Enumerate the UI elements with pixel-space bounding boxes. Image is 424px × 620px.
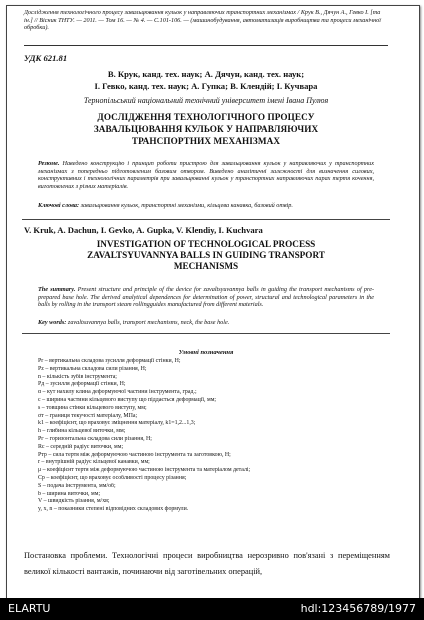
- notation-item: σт – границя текучості матеріалу, МПа;: [38, 412, 138, 419]
- keywords-en-label: Key words:: [38, 319, 67, 326]
- abstract-ua-text: Наведено конструкцію і принцип роботи пристрою для завальцювання кульок у направляючих у транспортних механізмах з попередньо підготовленим базовим отвором. Виведено аналітичні залежності для визначення силових, конструктивних і технологічних параметрів при завальцюванні кульок у транспортних направляючих парах тертя кочення, виготовлених з різних матеріалів.: [38, 160, 374, 190]
- notation-item: V – швидкість різання, м/хв;: [38, 498, 110, 505]
- citation-header: Дослідження технологічного процесу завальцювання кульок у направляючих транспортних механізмах / Крук В., Дячун А., Гевко І. [та ін.] // Вісник ТНТУ. — 2011. — Том 16. — № 4. — С.101-106. — (машинобудування, автоматизація виробництва та процеси механічної обробки).: [24, 9, 381, 32]
- keywords-en: [38, 319, 374, 327]
- abstract-ua: [38, 160, 374, 190]
- keywords-ua-label: Ключові слова:: [38, 202, 80, 209]
- title-ua-line: ДОСЛІДЖЕННЯ ТЕХНОЛОГІЧНОГО ПРОЦЕСУ: [97, 112, 315, 122]
- notation-item: α – кут нахилу клина деформуючої частини інструмента, град.;: [38, 389, 197, 396]
- paper-title-ua: [20, 111, 392, 147]
- notation-item: Pr – вертикальна складова зусилля деформації стінки, Н;: [38, 358, 181, 364]
- notation-item: Pг – горизонтальна складова сили різання, Н;: [38, 435, 152, 442]
- affiliation: Тернопільський національний технічний університет імені Івана Пулюя: [83, 96, 329, 105]
- title-en-line: INVESTIGATION OF TECHNOLOGICAL PROCESS: [96, 239, 316, 249]
- authors-ua-line: В. Крук, канд. тех. наук; А. Дячун, канд. тех. наук;: [107, 69, 305, 79]
- notation-item: r – внутрішній радіус кільцевої канавки, мм;: [38, 459, 150, 466]
- notation-item: k1 – коефіцієнт, що враховує зміцнення матеріалу, k1=1,2...1,3;: [38, 420, 196, 427]
- title-en-line: MECHANISMS: [173, 261, 239, 271]
- notation-heading: Умовні позначення: [178, 349, 234, 356]
- abstract-en: [38, 286, 374, 309]
- authors-ua-line: І. Гевко, канд. тех. наук; А. Гупка; В. Клендій; І. Кучвара: [94, 81, 318, 91]
- authors-en: V. Kruk, A. Dachun, I. Gevko, A. Gupka, V. Klendiy, I. Kuchvara: [24, 225, 263, 235]
- footer-handle-link[interactable]: hdl:123456789/1977: [300, 602, 416, 615]
- paper-title-en: [20, 239, 392, 272]
- section-rule: [22, 219, 390, 220]
- abstract-en-text: Present structure and principle of the device for zavaltsyuvannya balls in guiding the transport mechanisms of pre-prepared base hole. The derived analytical dependences for determination of power, structural and technological parameters in the balls by rolling in the transport steam rollingguides manufactured from different materials.: [38, 286, 375, 308]
- notation-item: Pz – вертикальна складова сили різання, Н;: [38, 365, 147, 372]
- authors-ua: [20, 68, 392, 92]
- notation-item: Pтр – сила тертя між деформуючою частиною інструмента та заготовкою, Н;: [38, 451, 231, 458]
- title-en-line: ZAVALTSYUVANNYA BALLS IN GUIDING TRANSPORT: [87, 250, 325, 260]
- keywords-ua-text: завальцювання кульок, транспортні механізми, кільцева канавка, базовий отвір.: [80, 202, 293, 209]
- udk-code: УДК 621.81: [24, 53, 68, 63]
- notation-item: μ – коефіцієнт тертя між деформуючою частиною інструмента та матеріалом деталі;: [38, 467, 251, 474]
- title-ua-line: ТРАНСПОРТНИХ МЕХАНІЗМАХ: [131, 136, 281, 146]
- abstract-ua-label: Резюме.: [38, 160, 60, 167]
- body-paragraph: Постановка проблеми. Технологічні процеси виробництва нерозривно пов'язані з переміщенням великої кількості вантажів, починаючи від заготівельних операцій,: [24, 551, 390, 576]
- keywords-ua: [38, 202, 374, 210]
- header-rule: [24, 45, 388, 46]
- notation-item: y, x, n – показники степені відповідних складових формули.: [38, 506, 189, 513]
- notation-item: S – подача інструмента, мм/об;: [38, 482, 116, 489]
- notation-item: c – ширина частини кільцевого виступу що піддається деформації, мм;: [38, 396, 217, 403]
- title-ua-line: ЗАВАЛЬЦЮВАННЯ КУЛЬОК У НАПРАВЛЯЮЧИХ: [93, 124, 319, 134]
- notation-item: Rс – середній радіус виточки, мм;: [38, 443, 124, 450]
- notation-item: h – глибина кільцевої виточки, мм;: [38, 428, 126, 435]
- section-rule: [22, 333, 390, 334]
- abstract-en-label: The summary.: [38, 286, 76, 293]
- footer-repository-label: ELARTU: [8, 602, 51, 615]
- notation-item: s – товщина стінки кільцевого виступу, мм;: [38, 404, 147, 411]
- notation-list: [38, 358, 378, 514]
- keywords-en-text: zavaltsuvannya balls, transport mechanisms, neck, the base hole.: [67, 319, 230, 326]
- footer-bar: [0, 598, 424, 620]
- notation-item: Cp – коефіцієнт, що враховує особливості процесу різання;: [38, 474, 187, 481]
- notation-item: b – ширина виточки, мм;: [38, 490, 101, 497]
- notation-item: n – кількість зубів інструмента;: [38, 373, 117, 380]
- notation-item: Pд – зусилля деформації стінки, Н;: [38, 381, 126, 388]
